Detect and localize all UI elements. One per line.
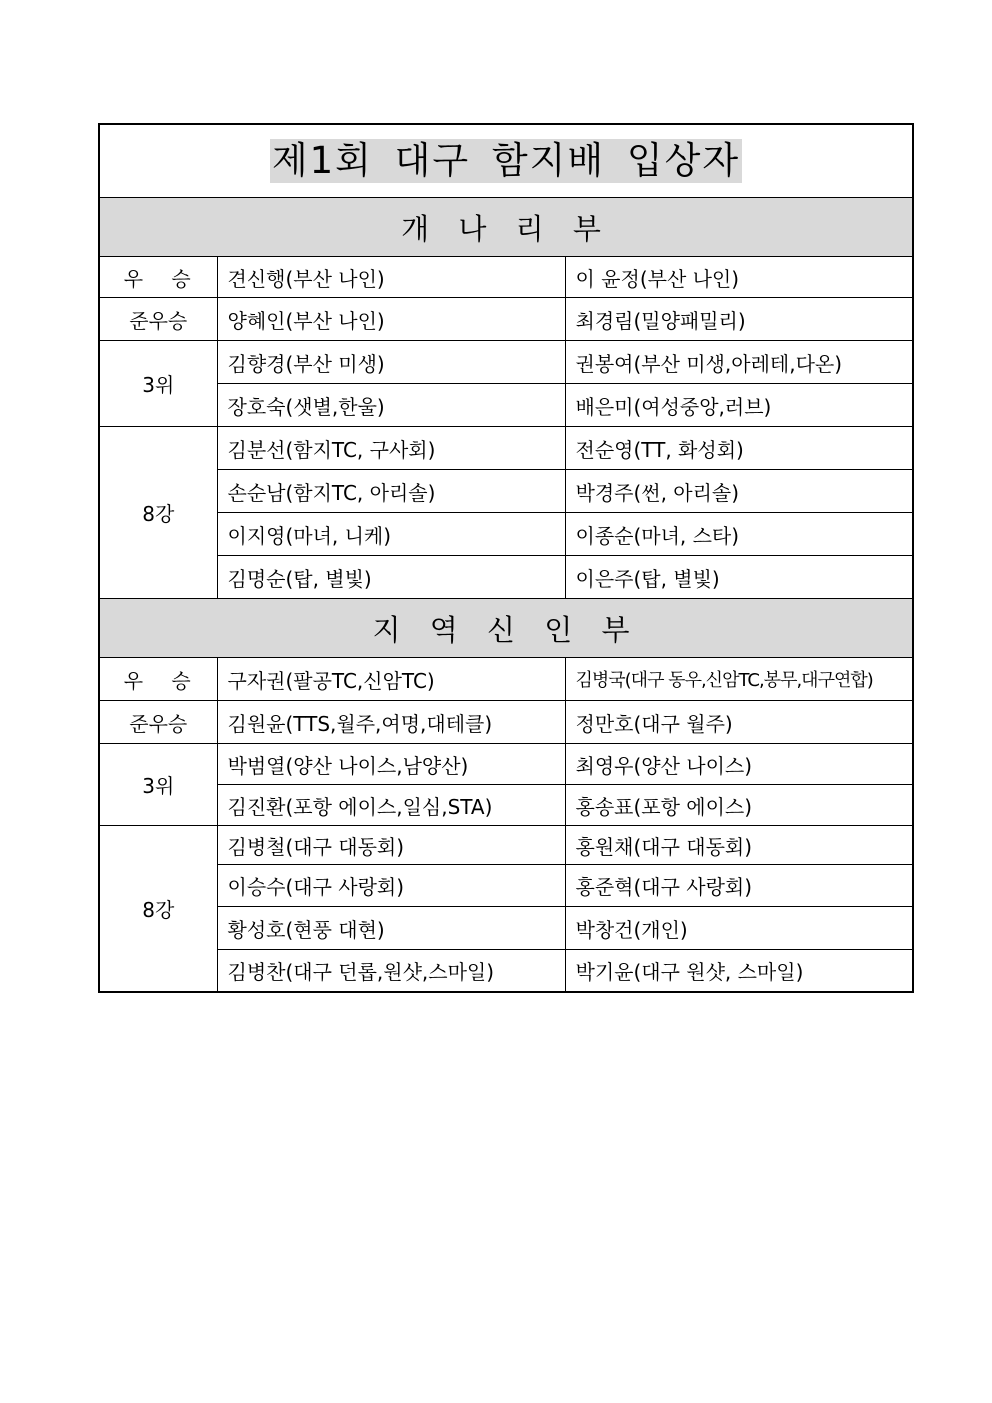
table-row — [99, 785, 913, 826]
winner-name: 김분선(함지TC, 구사회) — [217, 427, 565, 470]
winner-name: 김병국(대구 동우,신암TC,봉무,대구연합) — [565, 658, 913, 701]
title-cell — [99, 124, 913, 198]
rank-label: 우 승 — [99, 658, 217, 701]
page-title: 제1회 대구 함지배 입상자 — [271, 139, 741, 182]
winner-name: 홍송표(포항 에이스) — [565, 785, 913, 826]
table-row — [99, 384, 913, 427]
winner-name: 김명순(탑, 별빛) — [217, 556, 565, 599]
section-header-rookie: 지 역 신 인 부 — [99, 599, 913, 658]
winner-name: 김향경(부산 미생) — [217, 341, 565, 384]
rank-label: 준우승 — [99, 298, 217, 341]
winner-name: 견신행(부산 나인) — [217, 257, 565, 298]
section-header-row — [99, 198, 913, 257]
winner-name: 이지영(마녀, 니케) — [217, 513, 565, 556]
rank-label: 준우승 — [99, 701, 217, 744]
winner-name: 김병철(대구 대동회) — [217, 826, 565, 865]
winner-name: 황성호(현풍 대현) — [217, 907, 565, 950]
winner-name: 이종순(마녀, 스타) — [565, 513, 913, 556]
winner-name: 홍준혁(대구 사랑회) — [565, 865, 913, 907]
winner-name: 이승수(대구 사랑회) — [217, 865, 565, 907]
section-header-gaenari: 개 나 리 부 — [99, 198, 913, 257]
rank-label: 우 승 — [99, 257, 217, 298]
table-row — [99, 701, 913, 744]
table-row — [99, 341, 913, 384]
winner-name: 최영우(양산 나이스) — [565, 744, 913, 785]
winner-name: 홍원채(대구 대동회) — [565, 826, 913, 865]
winner-name: 최경림(밀양패밀리) — [565, 298, 913, 341]
table-row — [99, 257, 913, 298]
winner-name: 박기윤(대구 원샷, 스마일) — [565, 950, 913, 993]
results-sheet — [98, 123, 912, 993]
winner-name: 박경주(썬, 아리솔) — [565, 470, 913, 513]
winner-name: 구자권(팔공TC,신암TC) — [217, 658, 565, 701]
winner-name: 배은미(여성중앙,러브) — [565, 384, 913, 427]
winner-name: 전순영(TT, 화성회) — [565, 427, 913, 470]
table-row — [99, 744, 913, 785]
results-table — [98, 123, 914, 993]
winner-name: 양혜인(부산 나인) — [217, 298, 565, 341]
table-row — [99, 950, 913, 993]
rank-label: 3위 — [99, 744, 217, 826]
table-row — [99, 427, 913, 470]
table-row — [99, 513, 913, 556]
section-header-row — [99, 599, 913, 658]
winner-name: 손순남(함지TC, 아리솔) — [217, 470, 565, 513]
table-row — [99, 907, 913, 950]
rank-label: 8강 — [99, 826, 217, 993]
winner-name: 김병찬(대구 던롭,원샷,스마일) — [217, 950, 565, 993]
winner-name: 박창건(개인) — [565, 907, 913, 950]
table-row — [99, 556, 913, 599]
table-row — [99, 658, 913, 701]
winner-name: 김진환(포항 에이스,일심,STA) — [217, 785, 565, 826]
winner-name: 정만호(대구 월주) — [565, 701, 913, 744]
winner-name: 장호숙(샛별,한울) — [217, 384, 565, 427]
winner-name: 김원윤(TTS,월주,여명,대테클) — [217, 701, 565, 744]
rank-label: 8강 — [99, 427, 217, 599]
winner-name: 이 윤정(부산 나인) — [565, 257, 913, 298]
table-row — [99, 826, 913, 865]
rank-label: 3위 — [99, 341, 217, 427]
winner-name: 권봉여(부산 미생,아레테,다온) — [565, 341, 913, 384]
table-row — [99, 470, 913, 513]
winner-name: 박범열(양산 나이스,남양산) — [217, 744, 565, 785]
table-row — [99, 865, 913, 907]
winner-name: 이은주(탑, 별빛) — [565, 556, 913, 599]
table-row — [99, 298, 913, 341]
title-row — [99, 124, 913, 198]
